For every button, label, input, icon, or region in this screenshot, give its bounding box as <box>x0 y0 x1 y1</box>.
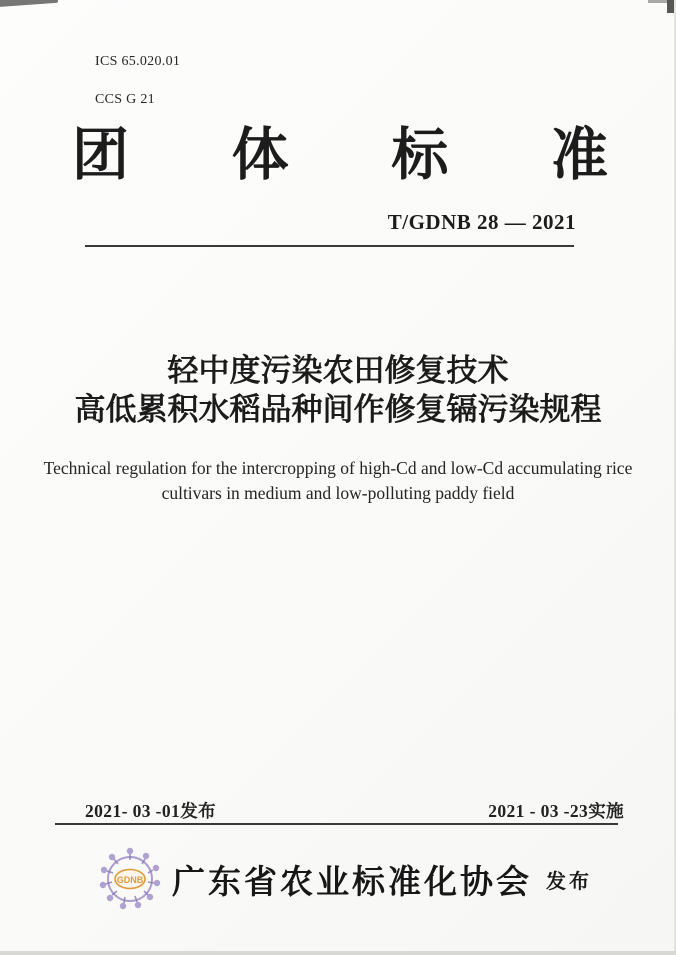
title-english <box>0 456 676 506</box>
implementation-date: 2021 - 03 -23实施 <box>488 801 624 821</box>
title-english-line1: Technical regulation for the intercropping of high-Cd and low-Cd accumulating rice <box>43 458 633 478</box>
doc-type-title <box>72 120 608 190</box>
title-chinese-line1: 轻中度污染农田修复技术 <box>167 353 509 389</box>
publisher-row <box>96 842 592 916</box>
standard-number: T/GDNB 28 — 2021 <box>387 210 576 234</box>
issue-date: 2021- 03 -01发布 <box>85 801 217 821</box>
publisher-name: 广东省农业标准化协会 <box>172 864 532 901</box>
doc-type-char-2: 体 <box>231 122 289 188</box>
header-rule <box>85 245 574 247</box>
scan-smudge-top-left <box>0 0 58 7</box>
doc-type-char-4: 准 <box>550 122 608 188</box>
title-chinese-line2: 高低累积水稻品种间作修复镉污染规程 <box>74 392 602 428</box>
title-english-line2: cultivars in medium and low-polluting paddy field <box>161 483 515 503</box>
doc-type-char-3: 标 <box>391 122 449 188</box>
scan-smudge-top-right-line <box>648 0 674 3</box>
title-chinese <box>0 352 676 430</box>
ics-code: ICS 65.020.01 <box>95 54 181 69</box>
ccs-code: CCS G 21 <box>95 92 155 107</box>
scan-edge-bottom <box>0 951 676 955</box>
footer-rule <box>55 823 618 825</box>
publish-label: 发布 <box>546 868 592 893</box>
association-logo-icon <box>96 843 164 915</box>
doc-type-char-1: 团 <box>72 122 129 188</box>
logo-gdnb-text: GDNB <box>116 875 144 885</box>
